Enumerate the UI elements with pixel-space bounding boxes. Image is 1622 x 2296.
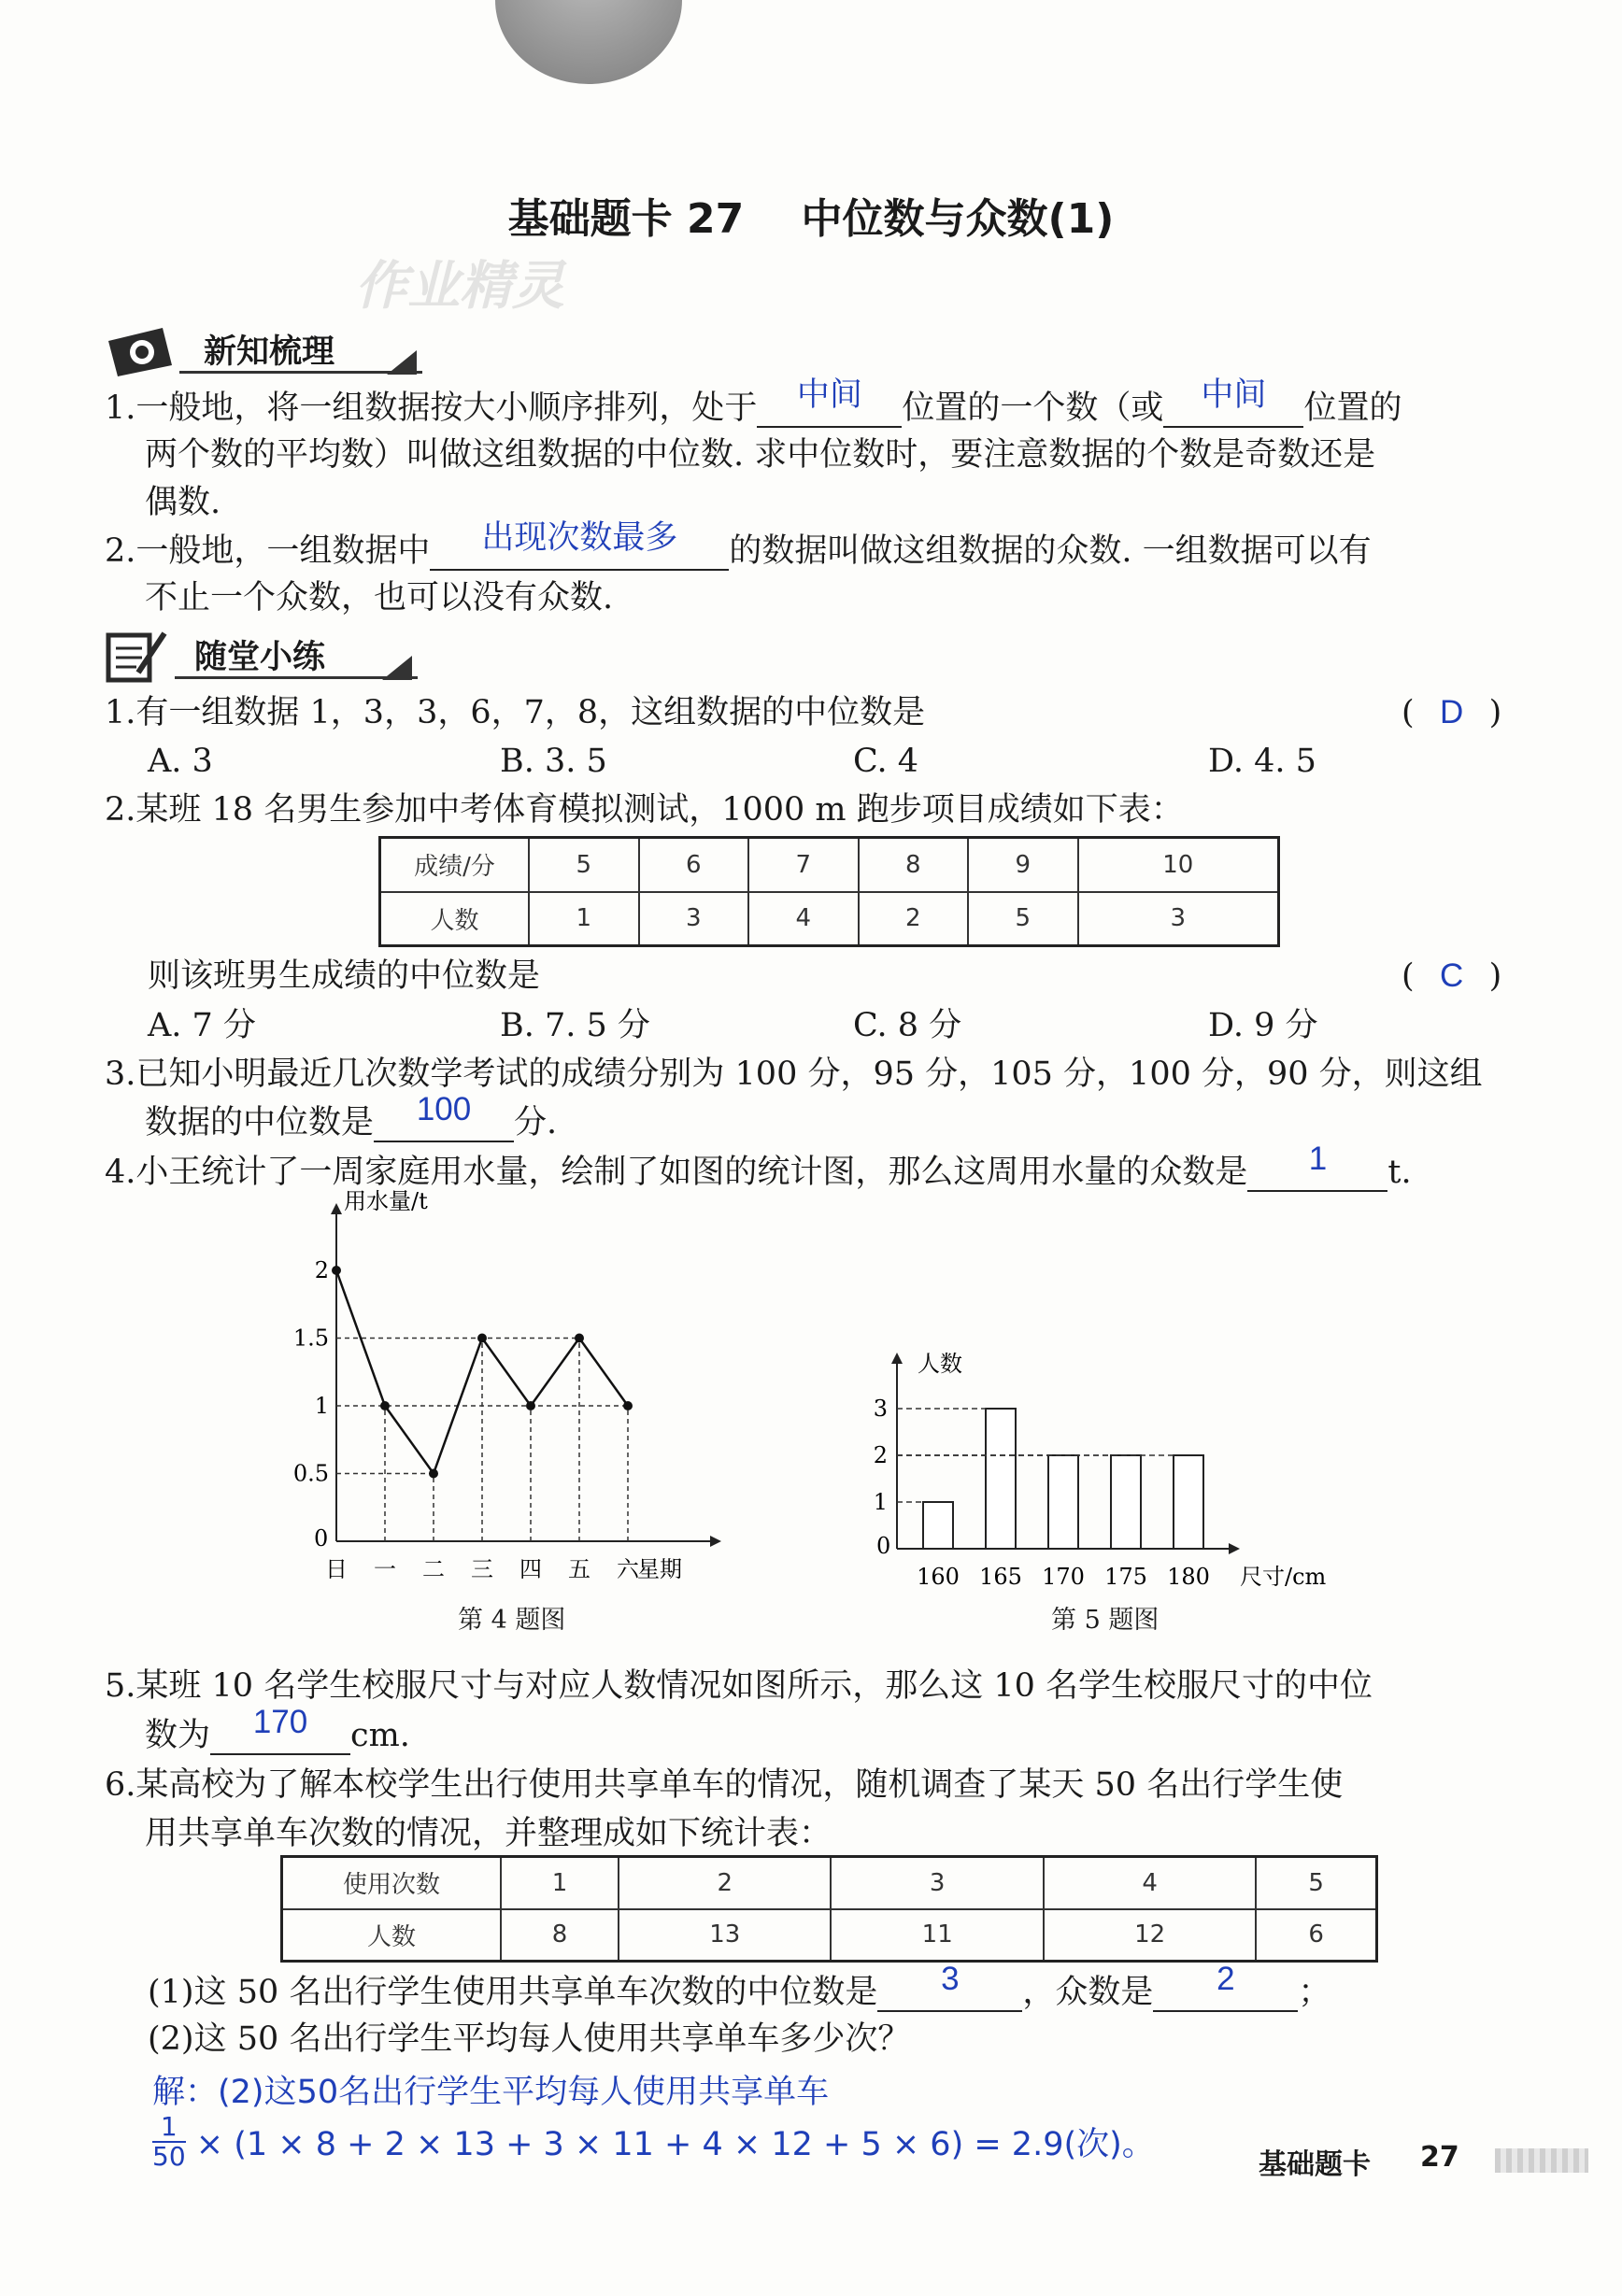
answer-blank: 出现次数最多 [430,528,729,571]
s2-q5-line1: 5.某班 10 名学生校服尺寸与对应人数情况如图所示，那么这 10 名学生校服尺寸的中位 [105,1667,1373,1705]
s2-q2-stem: 2.某班 18 名男生参加中考体育模拟测试，1000 m 跑步项目成绩如下表： [105,791,1184,829]
section-underline [179,371,422,374]
s1-q1-line1: 1.一般地，将一组数据按大小顺序排列，处于 中间 位置的一个数（或 中间 位置的 [105,376,1402,427]
chart-caption: 第 4 题图 [458,1606,566,1635]
table-cell: 3 [1078,892,1279,946]
water-usage-line-chart [292,1186,738,1607]
table-cell: 3 [831,1857,1043,1909]
s2-q1-option-d: D. 4. 5 [1208,743,1316,780]
section-title: 新知梳理 [204,333,335,371]
s2-q6-sub2: (2)这 50 名出行学生平均每人使用共享单车多少次？ [148,2020,911,2058]
fraction: $\frac{1}{50}$ [152,2111,186,2172]
bar [1111,1455,1141,1549]
s2-q3-line1: 3.已知小明最近几次数学考试的成绩分别为 100 分，95 分，105 分，100 分，90 分，则这组 [105,1056,1483,1093]
footer-label: 基础题卡 [1259,2148,1371,2181]
watermark: 作业精灵 [355,256,564,317]
table-cell: 6 [1256,1909,1376,1962]
y-axis-label: 用水量/t [344,1188,428,1214]
table-cell: 4 [748,892,859,946]
data-point [332,1266,341,1275]
table-cell: 8 [859,838,969,892]
table-cell: 2 [859,892,969,946]
answer-blank: 3 [877,1969,1022,2012]
table-cell: 6 [639,838,749,892]
s2-q2-stem2: 则该班男生成绩的中位数是 [148,957,541,995]
x-tick-label: 175 [1104,1564,1147,1590]
y-tick-label: 2 [873,1442,888,1468]
bar [1174,1455,1203,1549]
table-header: 成绩/分 [380,838,530,892]
x-tick-label: 170 [1042,1564,1085,1590]
y-tick-label: 0.5 [292,1460,329,1487]
section-header-practice [105,628,422,684]
y-tick-label: 1 [873,1489,888,1515]
data-point [623,1401,633,1410]
page-number: 27 [1420,2141,1459,2174]
s2-q2-option-a: A. 7 分 [148,1007,256,1044]
s2-q1-answer: ( D ) [1401,694,1502,731]
x-tick-label: 日 [325,1556,348,1582]
s2-q1-option-a: A. 3 [148,743,213,780]
table-cell: 8 [501,1909,619,1962]
chart-caption: 第 5 题图 [1051,1606,1160,1635]
answer-blank: 中间 [757,385,902,428]
table-cell: 4 [1044,1857,1256,1909]
table-cell: 1 [529,892,639,946]
footer-bar [1495,2148,1588,2173]
x-axis-label: 尺寸/cm [1240,1564,1327,1590]
answer-blank: 2 [1153,1969,1298,2012]
data-point [429,1469,438,1479]
data-point [380,1401,390,1410]
table-cell: 11 [831,1909,1043,1962]
s2-q6-line1: 6.某高校为了解本校学生出行使用共享单车的情况，随机调查了某天 50 名出行学生使 [105,1766,1344,1804]
table-cell: 3 [639,892,749,946]
uniform-size-bar-chart [860,1345,1345,1607]
x-axis-label: 星期 [637,1556,682,1582]
bar [986,1409,1016,1549]
bar [923,1502,953,1549]
s2-q1-option-c: C. 4 [853,743,919,780]
table-header: 人数 [282,1909,502,1962]
s2-q6-sub1: (1)这 50 名出行学生使用共享单车次数的中位数是 3 ，众数是 2 ； [148,1961,1331,2011]
page-title: 基础题卡 27 中位数与众数(1) [507,195,1115,243]
y-axis-arrow [891,1353,903,1364]
score-table [378,836,1280,947]
s2-q6-line2: 用共享单车次数的情况，并整理成如下统计表： [145,1815,832,1852]
s2-q2-option-d: D. 9 分 [1208,1007,1318,1044]
x-tick-label: 五 [568,1556,590,1582]
x-tick-label: 四 [519,1556,542,1582]
x-axis-arrow [1229,1543,1240,1554]
answer-blank: 100 [374,1099,514,1142]
y-axis-label: 人数 [918,1351,962,1377]
s2-q5-line2: 数为 170 cm. [145,1704,410,1754]
origin-label: 0 [314,1525,329,1552]
solution-line2: $\frac{1}{50}$ × (1 × 8 + 2 × 13 + 3 × 11 + 4 × 12 + 5 × 6) = 2.9(次)。 [152,2111,1155,2172]
data-point [477,1334,487,1343]
data-point [526,1401,535,1410]
table-header: 人数 [380,892,530,946]
origin-label: 0 [876,1533,891,1559]
y-tick-label: 2 [314,1257,329,1283]
data-point [575,1334,584,1343]
table-cell: 2 [619,1857,831,1909]
table-cell: 13 [619,1909,831,1962]
x-tick-label: 165 [979,1564,1022,1590]
s2-q2-option-b: B. 7. 5 分 [500,1007,650,1044]
s2-q4-stem: 4.小王统计了一周家庭用水量，绘制了如图的统计图，那么这周用水量的众数是 1 t. [105,1141,1412,1191]
camera-icon [105,322,179,378]
x-tick-label: 一 [374,1556,396,1582]
s1-q1-line3: 偶数. [145,484,221,521]
s2-q2-option-c: C. 8 分 [853,1007,962,1044]
answer-blank: 1 [1247,1149,1387,1192]
table-cell: 7 [748,838,859,892]
top-decoration [495,0,682,84]
table-cell: 5 [529,838,639,892]
s2-q1-stem: 1.有一组数据 1，3，3，6，7，8，这组数据的中位数是 [105,694,926,731]
x-tick-label: 180 [1167,1564,1210,1590]
section-header-new-knowledge [105,322,422,378]
table-header: 使用次数 [282,1857,502,1909]
s2-q2-answer: ( C ) [1401,957,1502,995]
bar [1048,1455,1078,1549]
y-tick-label: 3 [873,1396,888,1422]
table-cell: 10 [1078,838,1279,892]
answer-blank: 中间 [1163,385,1303,428]
s2-q3-line2: 数据的中位数是 100 分. [145,1091,558,1141]
table-cell: 1 [501,1857,619,1909]
s2-q1-option-b: B. 3. 5 [500,743,607,780]
answer-blank: 170 [210,1712,350,1755]
s1-q2-line1: 2.一般地，一组数据中 出现次数最多 的数据叫做这组数据的众数. 一组数据可以有 [105,519,1372,570]
x-tick-label: 六 [617,1556,639,1582]
table-cell: 5 [1256,1857,1376,1909]
x-tick-label: 二 [422,1556,445,1582]
y-tick-label: 1.5 [292,1325,329,1352]
notebook-pencil-icon [105,628,170,684]
y-axis-arrow [331,1203,342,1214]
table-cell: 5 [968,892,1078,946]
x-tick-label: 三 [471,1556,493,1582]
solution-line1: 解：(2)这50名出行学生平均每人使用共享单车 [152,2074,830,2111]
bike-usage-table [280,1855,1378,1963]
x-axis-arrow [710,1536,721,1547]
section-underline [175,676,418,679]
table-cell: 12 [1044,1909,1256,1962]
x-tick-label: 160 [917,1564,960,1590]
s1-q2-line2: 不止一个众数，也可以没有众数. [145,579,614,617]
section-title: 随堂小练 [194,639,326,676]
s1-q1-line2: 两个数的平均数）叫做这组数据的中位数. 求中位数时，要注意数据的个数是奇数还是 [145,436,1376,474]
table-cell: 9 [968,838,1078,892]
y-tick-label: 1 [314,1393,329,1419]
